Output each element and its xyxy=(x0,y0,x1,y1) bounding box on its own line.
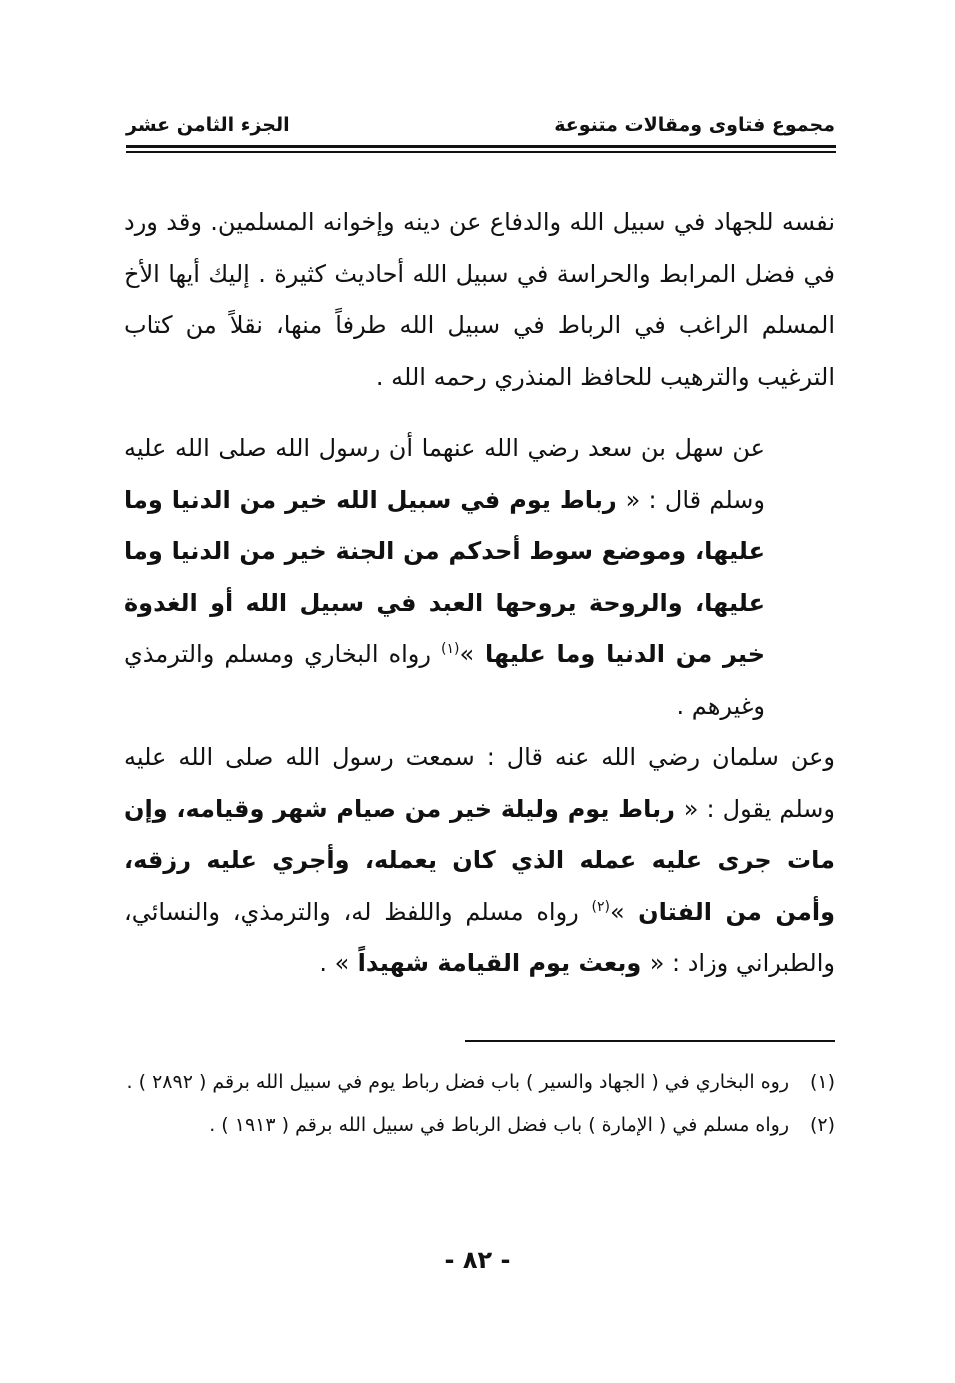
footnote-ref-2[interactable]: (٢) xyxy=(591,898,610,915)
footnote-text: رواه مسلم في ( الإمارة ) باب فضل الرباط في سبيل الله برقم ( ١٩١٣ ) . xyxy=(209,1114,789,1136)
hadith-intro-text: عن سهل بن سعد رضي الله عنهما أن رسول الله صلى الله عليه وسلم قال : « xyxy=(124,434,765,514)
paragraph-hadith-sahl xyxy=(124,423,835,732)
footnote-separator xyxy=(465,1040,835,1042)
quote-close-end: » . xyxy=(319,949,350,977)
header-rule-thick xyxy=(126,145,836,148)
footnote-item xyxy=(124,1066,835,1099)
footnote-number: (٢) xyxy=(809,1114,835,1136)
running-header-volume: الجزء الثامن عشر xyxy=(126,114,290,136)
quote-close: » xyxy=(459,640,475,668)
hadith-source-text: رواه مسلم واللفظ له، والترمذي، والنسائي، والطبراني وزاد : « xyxy=(124,897,835,977)
running-header-book-title: مجموع فتاوى ومقالات متنوعة xyxy=(554,114,835,136)
footnote-ref-1[interactable]: (١) xyxy=(441,641,460,657)
hadith-text-bold: رباط يوم في سبيل الله خير من الدنيا وما عليها، وموضع سوط أحدكم من الجنة خير من الدنيا وما عليها، والروحة يروحها العبد في سبيل الله أو الغدوة خير من الدنيا وما عليها xyxy=(124,485,766,668)
footnote-number: (١) xyxy=(809,1071,835,1093)
main-text xyxy=(124,197,835,990)
footnote-item xyxy=(124,1109,835,1142)
footnotes xyxy=(124,1066,835,1142)
paragraph-hadith-salman xyxy=(124,732,835,990)
hadith-text-bold: رباط يوم وليلة خير من صيام شهر وقيامه، وإن مات جرى عليه عمله الذي كان يعمله، وأجري عليه رزقه، وأمن من الفتان xyxy=(124,794,836,926)
hadith-intro-text: وعن سلمان رضي الله عنه قال : سمعت رسول الله صلى الله عليه وسلم يقول : « xyxy=(124,743,835,823)
header-rule-thin xyxy=(126,151,836,153)
quote-close: » xyxy=(610,897,625,926)
footnote-text: روه البخاري في ( الجهاد والسير ) باب فضل رباط يوم في سبيل الله برقم ( ٢٨٩٢ ) . xyxy=(126,1071,789,1093)
paragraph-gap xyxy=(124,403,835,423)
hadith-source-text: رواه البخاري ومسلم والترمذي وغيرهم . xyxy=(124,640,765,720)
footnote-gap xyxy=(124,1099,835,1109)
paragraph-intro: نفسه للجهاد في سبيل الله والدفاع عن دينه وإخوانه المسلمين. وقد ورد في فضل المرابط والحراسة في سبيل الله أحاديث كثيرة . إليك أيها الأخ المسلم الراغب في الرباط في سبيل الله طرفاً منها، نقلاً من كتاب الترغيب والترهيب للحافظ المنذري رحمه الله . xyxy=(124,208,835,391)
hadith-addition-bold: وبعث يوم القيامة شهيداً xyxy=(349,949,650,977)
page-number: - ٨٢ - xyxy=(444,1246,511,1274)
